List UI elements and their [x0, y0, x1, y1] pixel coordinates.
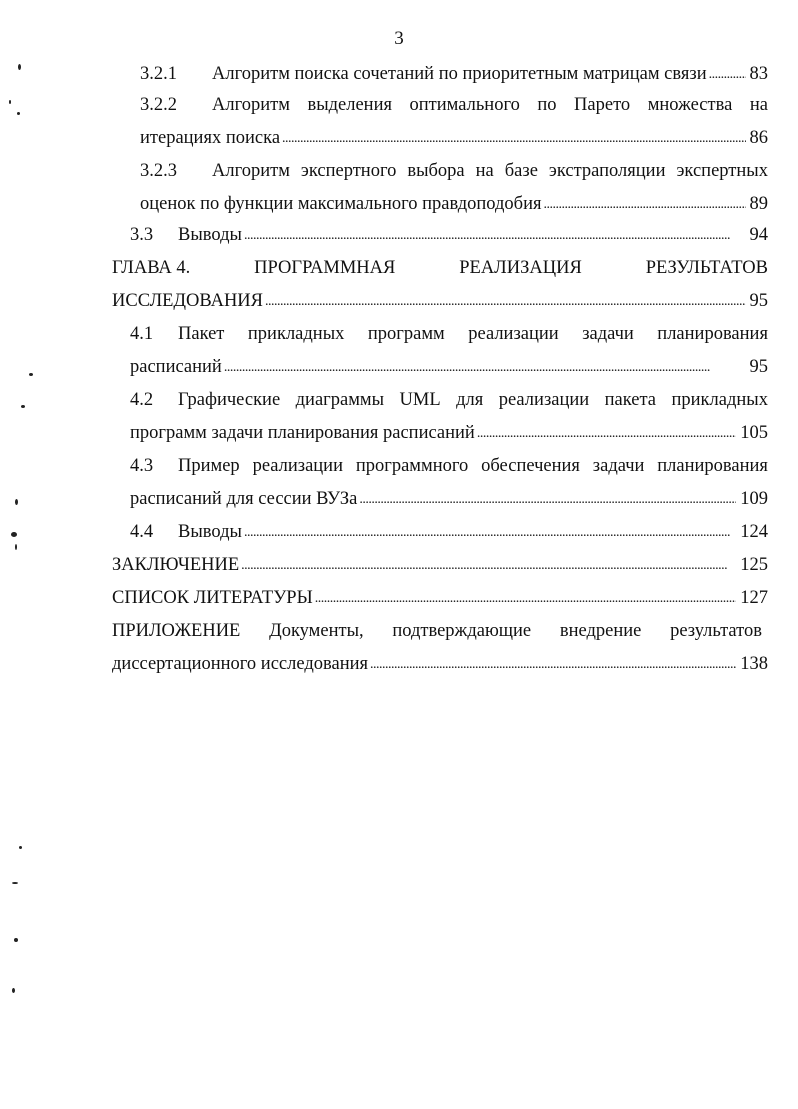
dot-leader	[544, 187, 746, 221]
toc-word: подтверждающие	[392, 621, 532, 641]
toc-entry-4-4[interactable]	[130, 516, 768, 549]
toc-word: ПРИЛОЖЕНИЕ	[112, 621, 241, 641]
dot-leader	[477, 416, 736, 450]
toc-entry-number: 3.3	[130, 225, 154, 245]
toc-word: Алгоритм	[212, 161, 290, 181]
toc-entry-page: 83	[749, 64, 768, 84]
toc-entry-title-cont: итерациях поиска	[140, 128, 281, 148]
toc-entry-title-cont: ИССЛЕДОВАНИЯ	[112, 291, 263, 311]
scan-speck	[21, 405, 25, 408]
toc-word: прикладных	[671, 390, 768, 410]
toc-word: пакета	[604, 390, 657, 410]
scan-speck	[11, 532, 17, 537]
toc-word: результатов	[670, 621, 762, 641]
page-number: 3	[394, 28, 404, 49]
toc-word: прикладных	[247, 324, 345, 344]
toc-word: на	[749, 95, 768, 115]
toc-entry-4-2[interactable]	[130, 384, 768, 450]
toc-word: Пример	[178, 456, 240, 476]
toc-entry-page: 105	[740, 423, 768, 443]
dot-leader	[241, 548, 736, 582]
toc-entry-title-cont: программ задачи планирования расписаний	[130, 423, 475, 443]
toc-word: базе	[504, 161, 538, 181]
toc-word: РЕЗУЛЬТАТОВ	[645, 258, 768, 278]
scan-speck	[15, 544, 17, 550]
scan-speck	[12, 882, 18, 884]
toc-word: оптимального	[409, 95, 520, 115]
toc-appendix[interactable]	[112, 615, 768, 681]
scan-speck	[18, 64, 21, 70]
toc-entry-4-1[interactable]	[130, 318, 768, 384]
toc-entry-number: 3.2.2	[140, 95, 177, 115]
toc-word: Пакет	[178, 324, 225, 344]
toc-entry-title: Выводы	[178, 522, 242, 542]
toc-entry-3-3[interactable]	[130, 219, 768, 252]
toc-word: РЕАЛИЗАЦИЯ	[459, 258, 582, 278]
toc-word: выбора	[407, 161, 465, 181]
toc-entry-title-cont: оценок по функции максимального правдоподобия	[140, 194, 542, 214]
dot-leader	[244, 515, 736, 549]
toc-word: UML	[399, 390, 441, 410]
toc-word: реализации	[252, 456, 343, 476]
toc-entry-3-2-3[interactable]	[140, 155, 768, 221]
toc-word: на	[475, 161, 494, 181]
toc-word: ГЛАВА 4.	[112, 258, 191, 278]
toc-word: по	[537, 95, 557, 115]
toc-entry-number: 3.2.1	[140, 64, 177, 84]
toc-entry-page: 95	[749, 291, 768, 311]
toc-word: внедрение	[559, 621, 642, 641]
dot-leader	[265, 284, 746, 318]
toc-entry-title: Выводы	[178, 225, 242, 245]
dot-leader	[370, 647, 736, 681]
scan-speck	[12, 988, 15, 993]
toc-word: задачи	[582, 324, 634, 344]
toc-entry-number: 3.2.3	[140, 161, 177, 181]
toc-entry-page: 109	[740, 489, 768, 509]
toc-word: реализации	[498, 390, 590, 410]
toc-references[interactable]	[112, 582, 768, 615]
toc-entry-page: 95	[749, 357, 768, 377]
dot-leader	[224, 350, 746, 384]
toc-word: экспертных	[676, 161, 768, 181]
scan-speck	[17, 112, 20, 115]
toc-word: программного	[355, 456, 469, 476]
toc-entry-page: 89	[749, 194, 768, 214]
toc-entry-number: 4.4	[130, 522, 154, 542]
toc-word: экспертного	[300, 161, 397, 181]
scan-speck	[14, 938, 18, 942]
scan-speck	[29, 373, 33, 376]
toc-conclusion[interactable]	[112, 549, 768, 582]
scan-speck	[19, 846, 22, 849]
toc-entry-3-2-2[interactable]	[140, 89, 768, 155]
toc-word: реализации	[468, 324, 559, 344]
toc-entry-page: 138	[740, 654, 768, 674]
toc-word: Графические	[178, 390, 281, 410]
dot-leader	[244, 218, 746, 252]
toc-entry-title: СПИСОК ЛИТЕРАТУРЫ	[112, 588, 313, 608]
toc-entry-3-2-1[interactable]	[140, 58, 768, 91]
toc-entry-title: Алгоритм поиска сочетаний по приоритетным матрицам связи	[212, 64, 707, 84]
dot-leader	[709, 57, 746, 91]
toc-word: множества	[647, 95, 733, 115]
toc-entry-title: ЗАКЛЮЧЕНИЕ	[112, 555, 240, 575]
toc-word: обеспечения	[481, 456, 580, 476]
toc-word: экстраполяции	[548, 161, 666, 181]
toc-entry-title-cont: расписаний для сессии ВУЗа	[130, 489, 358, 509]
toc-entry-page: 94	[749, 225, 768, 245]
toc-entry-page: 125	[740, 555, 768, 575]
toc-word: ПРОГРАММНАЯ	[254, 258, 396, 278]
toc-word: программ	[367, 324, 445, 344]
toc-entry-number: 4.2	[130, 390, 154, 410]
toc-word: планирования	[657, 456, 768, 476]
toc-entry-title-cont: диссертационного исследования	[112, 654, 369, 674]
toc-word: задачи	[592, 456, 645, 476]
toc-chapter-4[interactable]	[112, 252, 768, 318]
toc-word: диаграммы	[295, 390, 385, 410]
scan-speck	[15, 499, 18, 505]
toc-entry-4-3[interactable]	[130, 450, 768, 516]
dot-leader	[282, 121, 745, 155]
toc-word: Парето	[574, 95, 631, 115]
toc-word: выделения	[307, 95, 392, 115]
toc-word: для	[456, 390, 484, 410]
toc-word: Документы,	[269, 621, 364, 641]
toc-entry-title-cont: расписаний	[130, 357, 222, 377]
dot-leader	[359, 482, 736, 516]
toc-entry-number: 4.1	[130, 324, 154, 344]
toc-entry-page: 124	[740, 522, 768, 542]
toc-word: Алгоритм	[212, 95, 290, 115]
dot-leader	[315, 581, 737, 615]
toc-entry-page: 86	[749, 128, 768, 148]
scan-speck	[9, 100, 11, 104]
toc-entry-number: 4.3	[130, 456, 154, 476]
toc-entry-page: 127	[740, 588, 768, 608]
toc-word: планирования	[657, 324, 768, 344]
